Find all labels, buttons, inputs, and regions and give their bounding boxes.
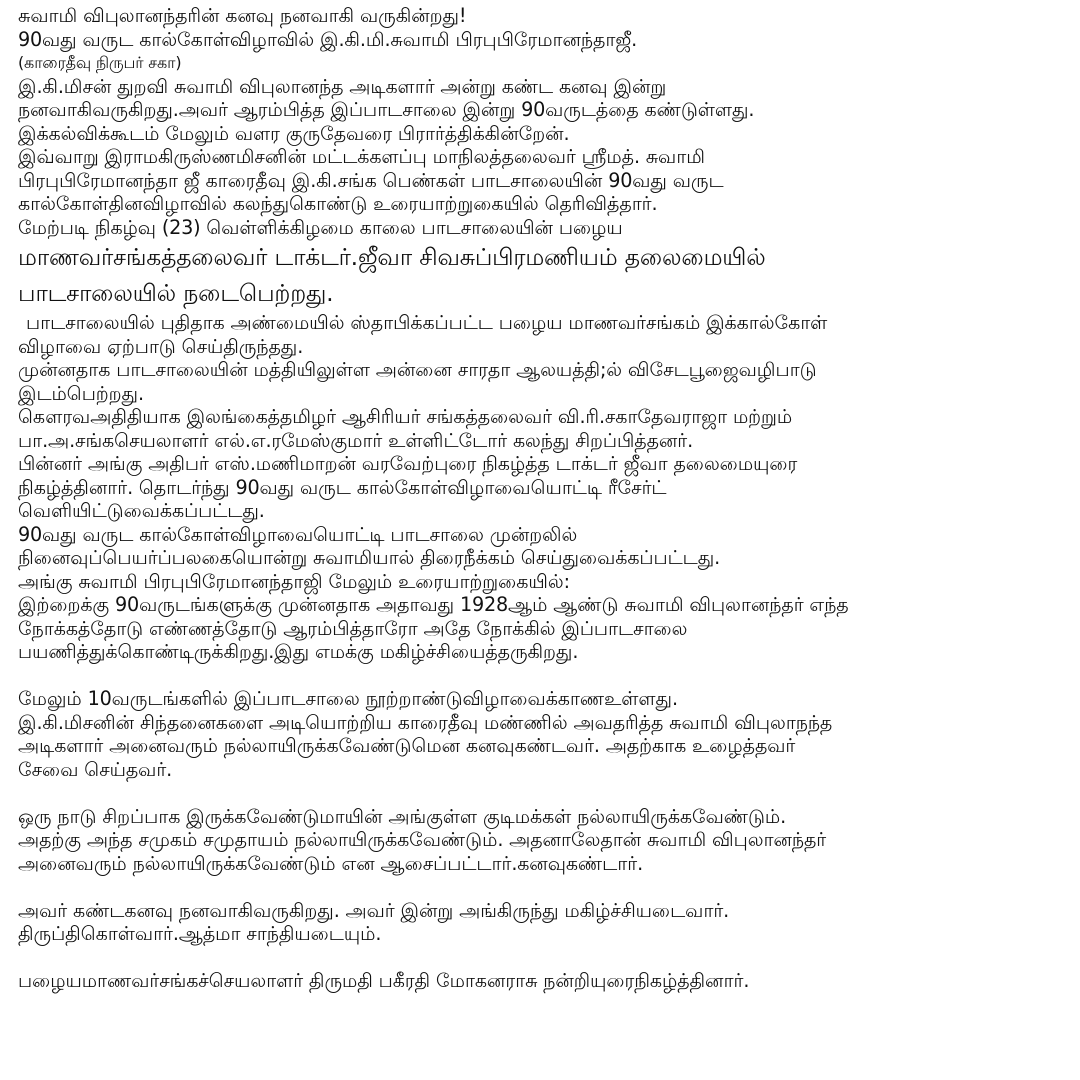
closing-line: பழையமாணவர்சங்கச்செயலாளர் திருமதி பகீரதி மோகனராசு நன்றியுரைநிகழ்த்தினார். [18, 969, 750, 992]
text-line: அனைவரும் நல்லாயிருக்கவேண்டும் என ஆசைப்பட்டார்.கனவுகண்டார். [18, 851, 643, 875]
text-line: விழாவை ஏற்பாடு செய்திருந்தது. [18, 334, 304, 358]
large-text-line: பாடசாலையில் நடைபெற்றது. [18, 279, 334, 307]
text-line: இக்கல்விக்கூடம் மேலும் வளர குருதேவரை பிரார்த்திக்கின்றேன். [18, 121, 570, 145]
article-subtitle: 90வது வருட கால்கோள்விழாவில் இ.கி.மி.சுவாமி பிரபுபிரேமானந்தாஜீ. [18, 27, 638, 51]
text-line: மேலும் 10வருடங்களில் இப்பாடசாலை நூற்றாண்டுவிழாவைக்காணஉள்ளது. [18, 687, 678, 710]
article-body [18, 4, 1068, 993]
text-line: நினைவுப்பெயர்ப்பலகையொன்று சுவாமியால் திரைநீக்கம் செய்துவைக்கப்பட்டது. [18, 546, 721, 569]
paragraph-gap [18, 946, 1068, 970]
text-line: பிரபுபிரேமானந்தா ஜீ காரைதீவு இ.கி.சங்க பெண்கள் பாடசாலையின் 90வது வருட [18, 168, 724, 192]
text-line: நிகழ்த்தினார். தொடர்ந்து 90வது வருட கால்கோள்விழாவையொட்டி ரீசேர்ட் [18, 475, 667, 499]
text-line: அங்கு சுவாமி பிரபுபிரேமானந்தாஜி மேலும் உரையாற்றுகையில்: [18, 569, 570, 593]
text-line: ஒரு நாடு சிறப்பாக இருக்கவேண்டுமாயின் அங்குள்ள குடிமக்கள் நல்லாயிருக்கவேண்டும். [18, 804, 787, 828]
text-line: பயணித்துக்கொண்டிருக்கிறது.இது எமக்கு மகிழ்ச்சியைத்தருகிறது. [18, 640, 579, 663]
text-line: கௌரவஅதிதியாக இலங்கைத்தமிழர் ஆசிரியர் சங்கத்தலைவர் வி.ரி.சகாதேவராஜா மற்றும் [18, 405, 793, 428]
text-line: முன்னதாக பாடசாலையின் மத்தியிலுள்ள அன்னை சாரதா ஆலயத்தி;ல் விசேடபூஜைவழிபாடு [18, 358, 817, 381]
article-byline: (காரைதீவு நிருபர் சகா) [18, 53, 182, 72]
text-line: இற்றைக்கு 90வருடங்களுக்கு முன்னதாக அதாவது 1928ஆம் ஆண்டு சுவாமி விபுலானந்தர் எந்த [18, 593, 849, 616]
text-line: இவ்வாறு இராமகிருஸ்ணமிசனின் மட்டக்களப்பு மாநிலத்தலைவர் ஸ்ரீமத். சுவாமி [18, 145, 705, 168]
text-line: பின்னர் அங்கு அதிபர் எஸ்.மணிமாறன் வரவேற்புரை நிகழ்த்த டாக்டர் ஜீவா தலைமையுரை [18, 452, 798, 475]
text-line: அவர் கண்டகனவு நனவாகிவருகிறது. அவர் இன்று அங்கிருந்து மகிழ்ச்சியடைவார். [18, 898, 730, 922]
text-line: 90வது வருட கால்கோள்விழாவையொட்டி பாடசாலை முன்றலில் [18, 522, 578, 546]
text-line: அடிகளார் அனைவரும் நல்லாயிருக்கவேண்டுமென கனவுகண்டவர். அதற்காக உழைத்தவர் [18, 734, 796, 757]
text-line: சேவை செய்தவர். [18, 757, 173, 781]
text-line: இ.கி.மிசன் துறவி சுவாமி விபுலானந்த அடிகளார் அன்று கண்ட கனவு இன்று [18, 74, 667, 98]
text-line: இடம்பெற்றது. [18, 381, 144, 405]
text-line: நனவாகிவருகிறது.அவர் ஆரம்பித்த இப்பாடசாலை இன்று 90வருடத்தை கண்டுள்ளது. [18, 98, 755, 121]
text-line: பாடசாலையில் புதிதாக அண்மையில் ஸ்தாபிக்கப்பட்ட பழைய மாணவர்சங்கம் இக்கால்கோள் [26, 311, 828, 334]
text-line: பா.அ.சங்கசெயலாளர் எல்.எ.ரமேஸ்குமார் உள்ளிட்டோர் கலந்து சிறப்பித்தனர். [18, 428, 694, 452]
paragraph-gap [18, 875, 1068, 899]
text-line: நோக்கத்தோடு எண்ணத்தோடு ஆரம்பித்தாரோ அதே நோக்கில் இப்பாடசாலை [18, 616, 688, 640]
text-line: கால்கோள்தினவிழாவில் கலந்துகொண்டு உரையாற்றுகையில் தெரிவித்தார். [18, 192, 658, 215]
paragraph-gap [18, 781, 1068, 805]
text-line: வெளியிட்டுவைக்கப்பட்டது. [18, 499, 265, 522]
text-line: அதற்கு அந்த சமுகம் சமுதாயம் நல்லாயிருக்கவேண்டும். அதனாலேதான் சுவாமி விபுலானந்தர் [18, 828, 827, 851]
text-line: மேற்படி நிகழ்வு (23) வெள்ளிக்கிழமை காலை பாடசாலையின் பழைய [18, 215, 623, 239]
text-line: திருப்திகொள்வார்.ஆத்மா சாந்தியடையும். [18, 922, 382, 945]
article-title: சுவாமி விபுலானந்தரின் கனவு நனவாகி வருகின்றது! [18, 4, 467, 27]
large-text-line: மாணவர்சங்கத்தலைவர் டாக்டர்.ஜீவா சிவசுப்பிரமணியம் தலைமையில் [18, 243, 766, 271]
text-line: இ.கி.மிசனின் சிந்தனைகளை அடியொற்றிய காரைதீவு மண்ணில் அவதரித்த சுவாமி விபுலாநந்த [18, 710, 833, 734]
paragraph-gap [18, 664, 1068, 688]
